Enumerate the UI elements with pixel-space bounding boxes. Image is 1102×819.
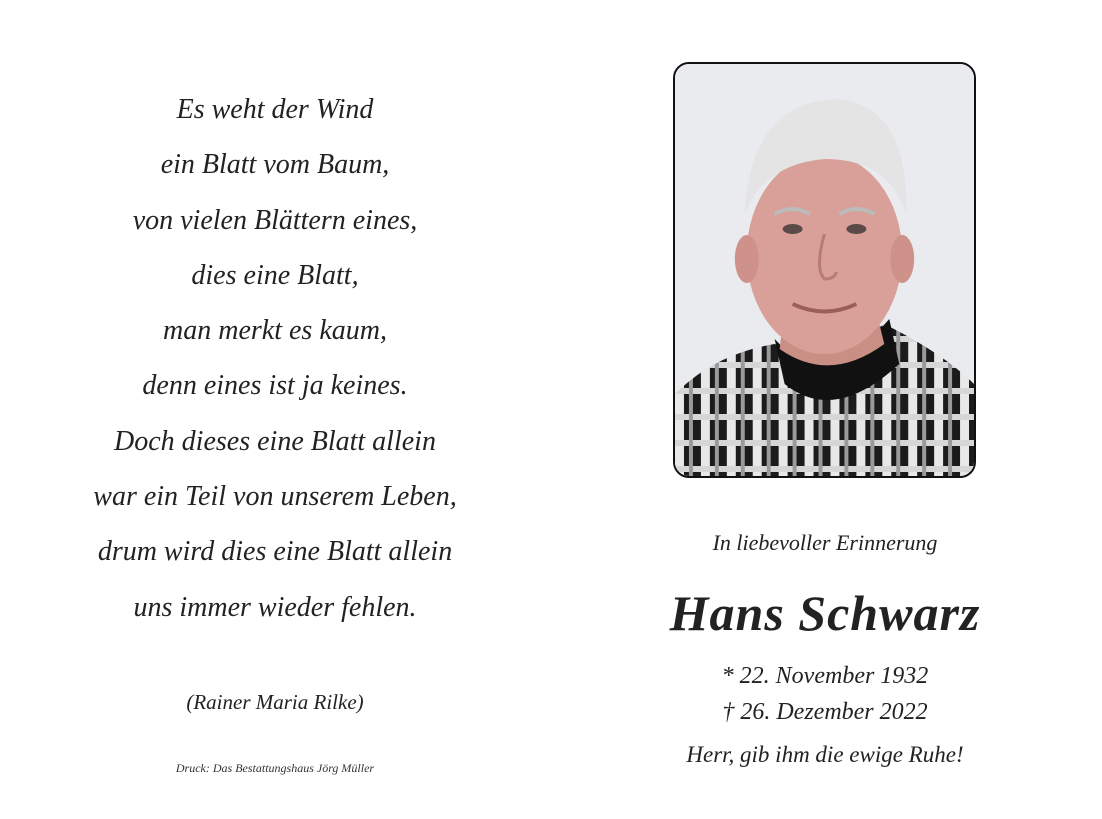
portrait-illustration (675, 64, 974, 476)
memorial-heading: In liebevoller Erinnerung (712, 530, 938, 555)
prayer-line: Herr, gib ihm die ewige Ruhe! (686, 742, 964, 767)
poem-line: denn eines ist ja keines. (142, 370, 408, 402)
poem-line: man merkt es kaum, (163, 315, 387, 347)
poem (40, 82, 510, 635)
print-note: Druck: Das Bestattungshaus Jörg Müller (175, 761, 375, 775)
poem-line: uns immer wieder fehlen. (133, 591, 417, 623)
deceased-name: Hans Schwarz (669, 585, 981, 641)
poem-line: Es weht der Wind (176, 94, 374, 125)
poem-line: dies eine Blatt, (191, 259, 359, 291)
poem-line: drum wird dies eine Blatt allein (97, 536, 453, 568)
poem-line: Doch dieses eine Blatt allein (114, 425, 436, 457)
poem-author: (Rainer Maria Rilke) (186, 690, 364, 714)
death-date: † 26. Dezember 2022 (722, 699, 928, 725)
poem-line: war ein Teil von unserem Leben, (93, 481, 457, 513)
poem-line: ein Blatt vom Baum, (160, 149, 390, 181)
portrait-photo (673, 62, 976, 478)
birth-date: * 22. November 1932 (721, 663, 929, 689)
poem-line: von vielen Blättern eines, (132, 204, 418, 236)
